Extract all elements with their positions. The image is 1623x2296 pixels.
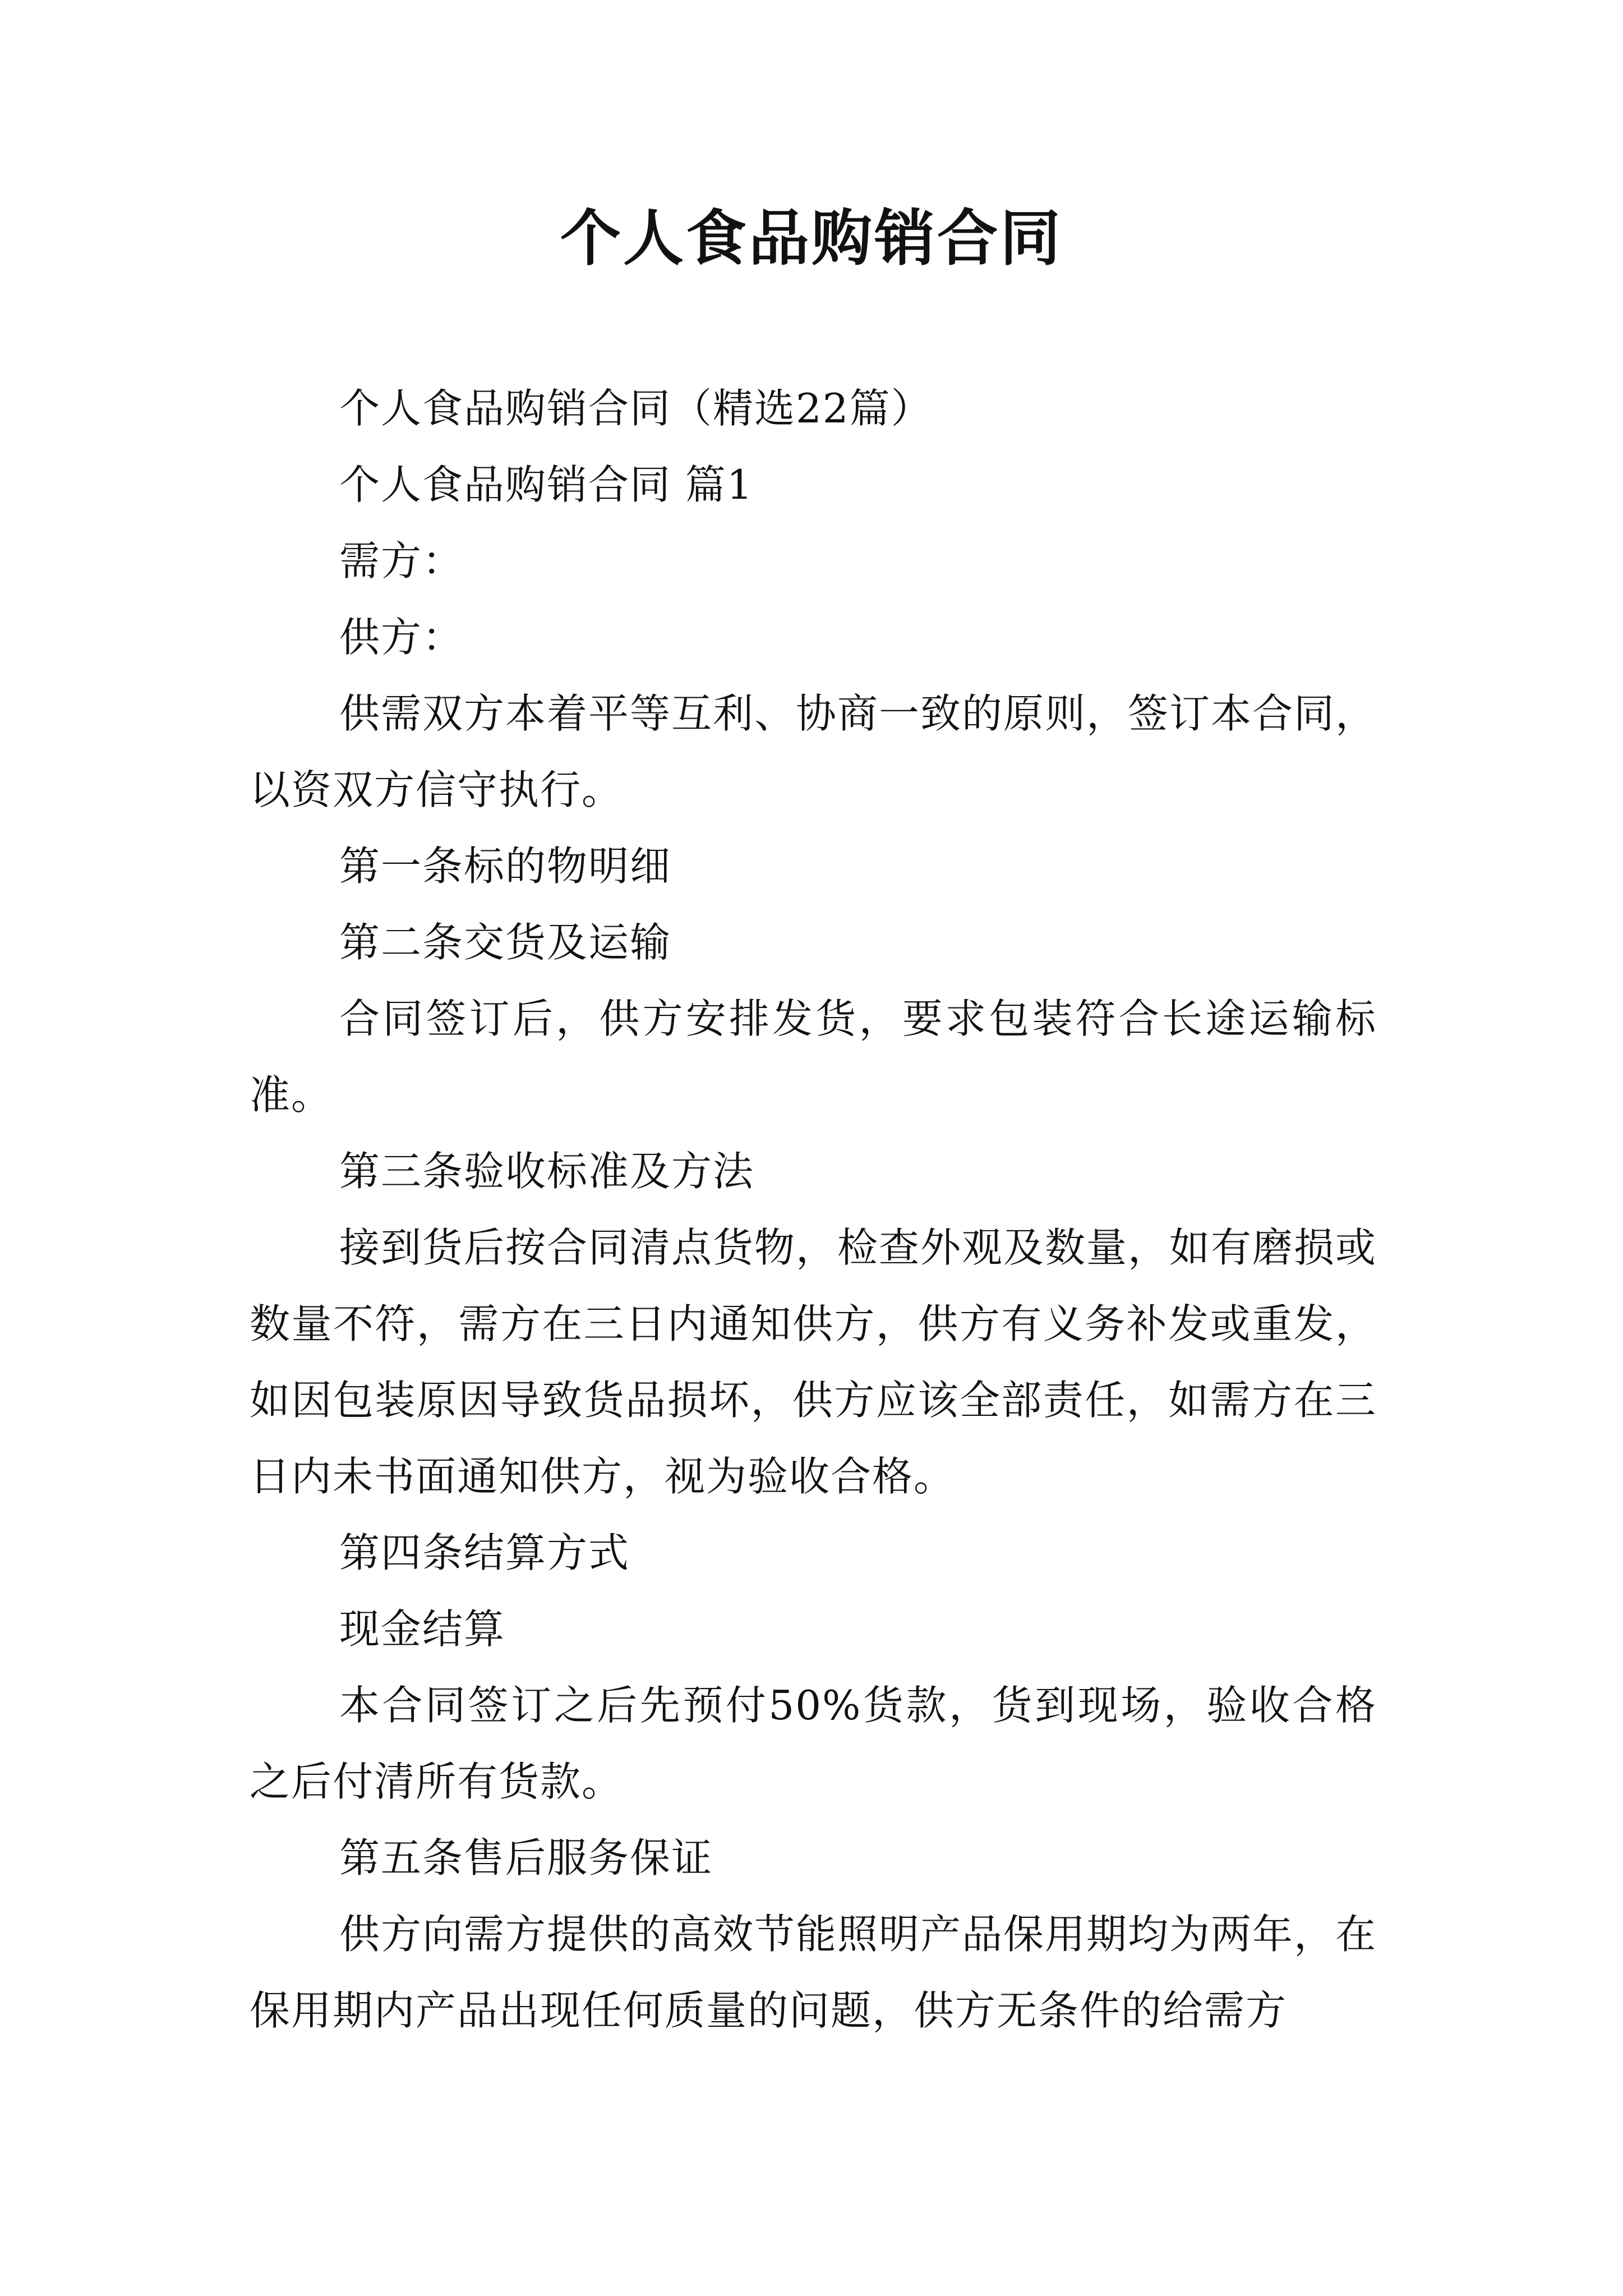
paragraph-article-4: 第四条结算方式 (339, 1529, 630, 1576)
paragraph-buyer: 需方： (339, 537, 464, 585)
paragraph-article-4-method: 现金结算 (339, 1605, 506, 1653)
paragraph-section-heading: 个人食品购销合同 篇1 (339, 461, 754, 508)
paragraph-article-2: 第二条交货及运输 (339, 919, 672, 966)
paragraph-article-5: 第五条售后服务保证 (339, 1834, 713, 1881)
paragraph-article-1: 第一条标的物明细 (339, 843, 672, 890)
paragraph-article-3: 第三条验收标准及方法 (339, 1148, 755, 1195)
document-body (250, 370, 1377, 2049)
paragraph-preamble: 供需双方本着平等互利、协商一致的原则，签订本合同，以资双方信守执行。 (250, 690, 1377, 813)
paragraph-article-2-body: 合同签订后，供方安排发货，要求包装符合长途运输标准。 (250, 995, 1377, 1119)
paragraph-article-4-body: 本合同签订之后先预付50%货款，货到现场，验收合格之后付清所有货款。 (250, 1682, 1377, 1805)
paragraph-seller: 供方： (339, 614, 464, 661)
paragraph-article-3-body: 接到货后按合同清点货物，检查外观及数量，如有磨损或数量不符，需方在三日内通知供方，供方有义务补发或重发，如因包装原因导致货品损坏，供方应该全部责任，如需方在三日内未书面通知供方，视为验收合格。 (250, 1224, 1377, 1500)
paragraph-article-5-body: 供方向需方提供的高效节能照明产品保用期均为两年，在保用期内产品出现任何质量的问题，供方无条件的给需方 (250, 1911, 1377, 2034)
paragraph-subtitle: 个人食品购销合同（精选22篇） (339, 385, 933, 432)
document-title: 个人食品购销合同 (560, 203, 1063, 274)
